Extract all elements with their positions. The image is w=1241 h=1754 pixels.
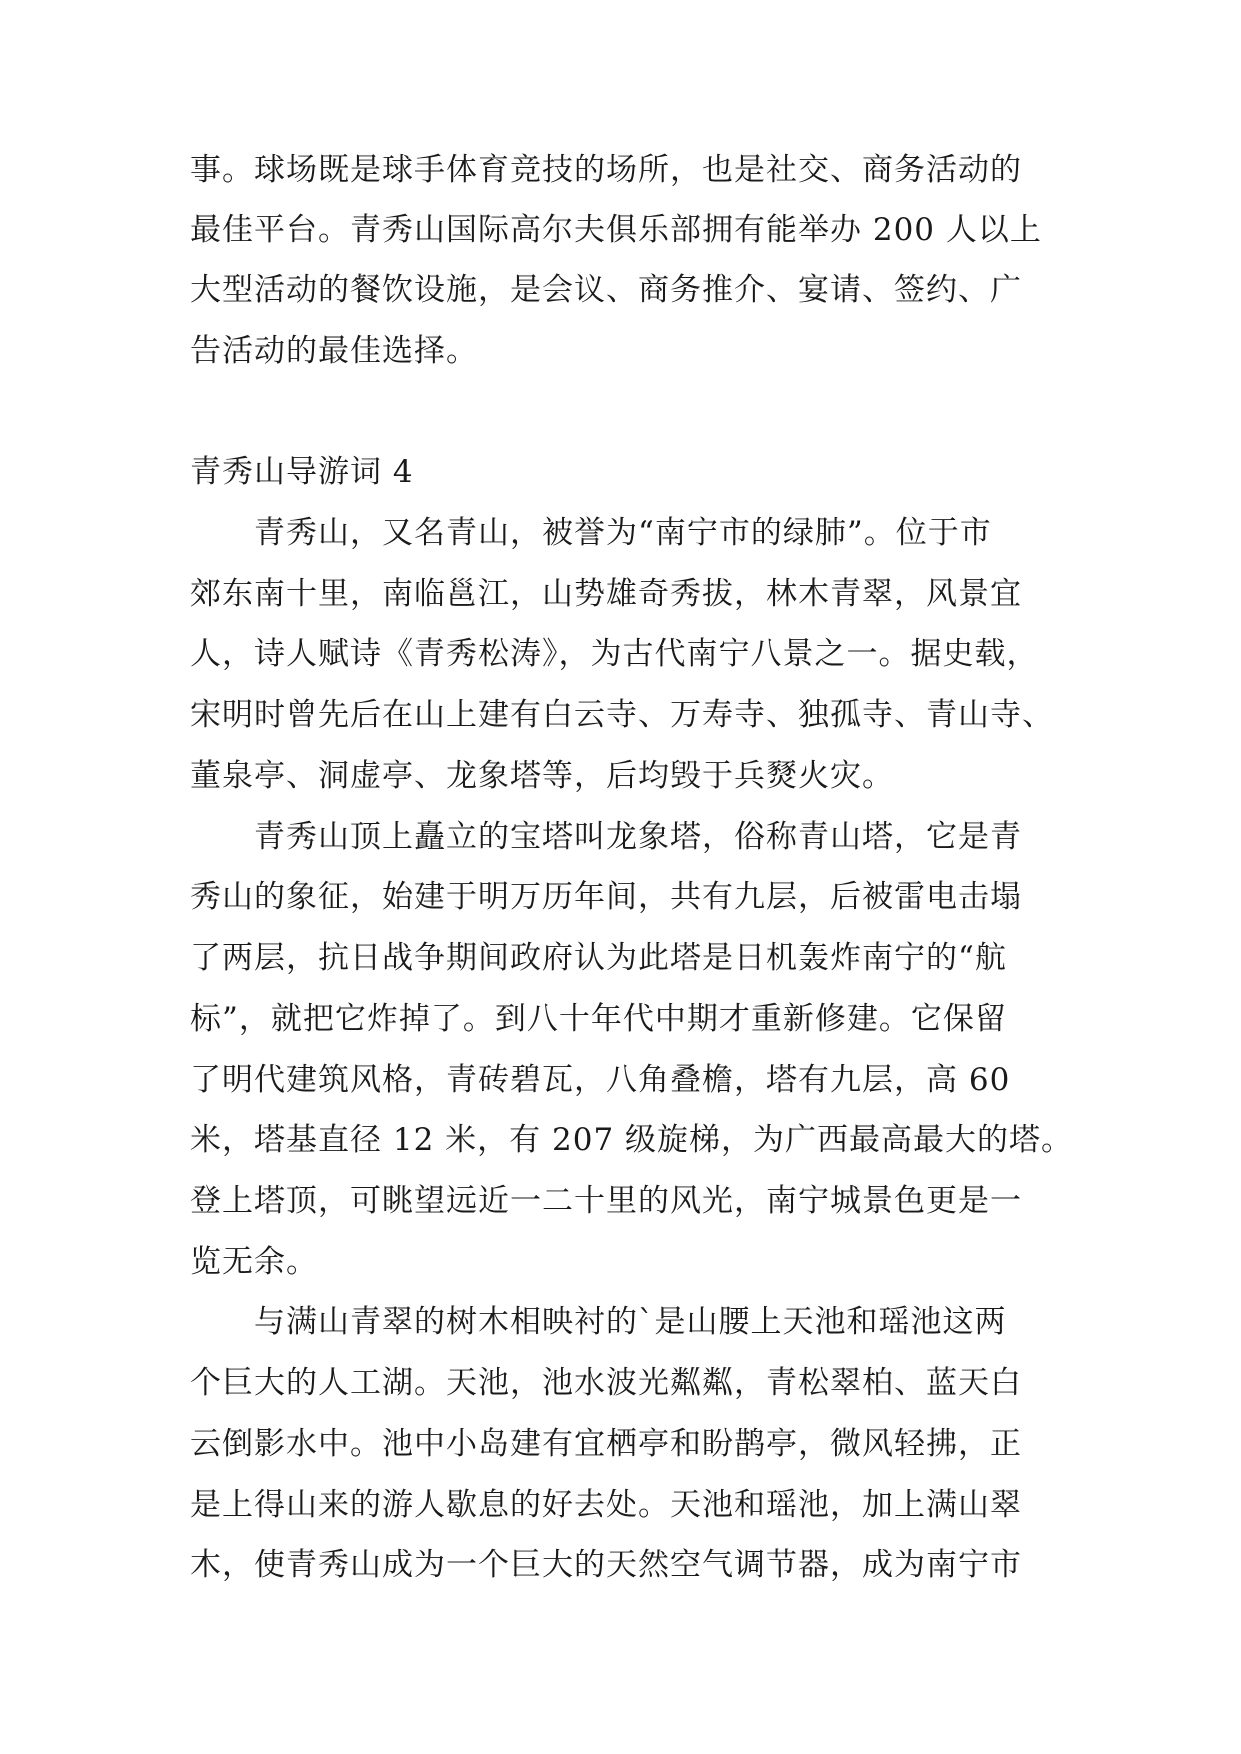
- text-line: 宋明时曾先后在山上建有白云寺、万寿寺、独孤寺、青山寺、: [190, 697, 1054, 733]
- text-line: 大型活动的餐饮设施，是会议、商务推介、宴请、签约、广: [190, 272, 1022, 308]
- text-line: 事。球场既是球手体育竞技的场所，也是社交、商务活动的: [190, 152, 1022, 188]
- text-line: 秀山的象征，始建于明万历年间，共有九层，后被雷电击塌: [190, 879, 1022, 915]
- section-heading: 青秀山导游词 4: [190, 454, 414, 490]
- text-line: 郊东南十里，南临邕江，山势雄奇秀拔，林木青翠，风景宜: [190, 576, 1022, 612]
- text-line: 了明代建筑风格，青砖碧瓦，八角叠檐，塔有九层，高 60: [190, 1062, 1011, 1098]
- text-line: 了两层，抗日战争期间政府认为此塔是日机轰炸南宁的“航: [190, 940, 1007, 976]
- text-line: 告活动的最佳选择。: [190, 333, 478, 369]
- text-line: 标”，就把它炸掉了。到八十年代中期才重新修建。它保留: [190, 1001, 1007, 1037]
- text-line: 青秀山顶上矗立的宝塔叫龙象塔，俗称青山塔，它是青: [190, 819, 1022, 855]
- text-line: 云倒影水中。池中小岛建有宜栖亭和盼鹊亭，微风轻拂，正: [190, 1426, 1022, 1462]
- text-line: 览无余。: [190, 1244, 318, 1280]
- text-line: 是上得山来的游人歇息的好去处。天池和瑶池，加上满山翠: [190, 1487, 1022, 1523]
- text-line: 董泉亭、洞虚亭、龙象塔等，后均毁于兵燹火灾。: [190, 758, 894, 794]
- text-line: 登上塔顶，可眺望远近一二十里的风光，南宁城景色更是一: [190, 1183, 1022, 1219]
- text-line: 米，塔基直径 12 米，有 207 级旋梯，为广西最高最大的塔。: [190, 1122, 1074, 1158]
- text-line: 人，诗人赋诗《青秀松涛》，为古代南宁八景之一。据史载，: [190, 636, 1039, 672]
- text-line: 与满山青翠的树木相映衬的`是山腰上天池和瑶池这两: [190, 1304, 1007, 1340]
- text-line: 个巨大的人工湖。天池，池水波光粼粼，青松翠柏、蓝天白: [190, 1365, 1022, 1401]
- text-line: 木，使青秀山成为一个巨大的天然空气调节器，成为南宁市: [190, 1547, 1022, 1583]
- text-line: 最佳平台。青秀山国际高尔夫俱乐部拥有能举办 200 人以上: [190, 212, 1042, 248]
- text-line: 青秀山，又名青山，被誉为“南宁市的绿肺”。位于市: [190, 515, 992, 551]
